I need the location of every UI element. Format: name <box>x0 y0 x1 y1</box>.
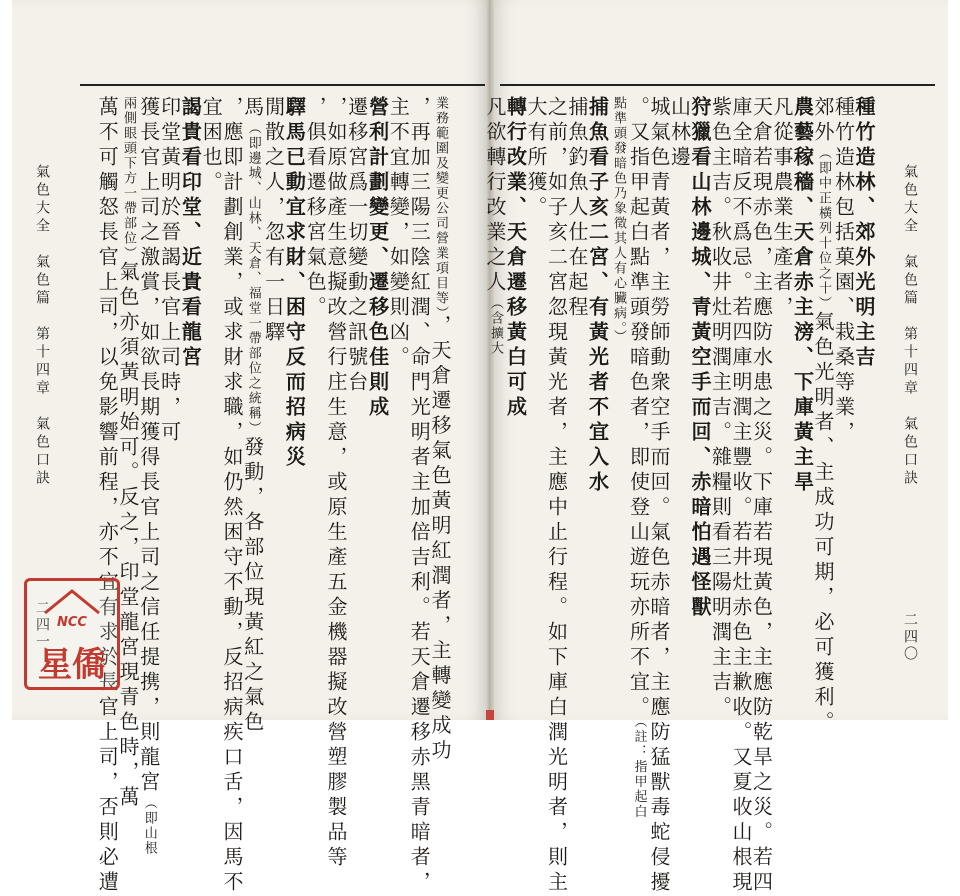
text-column <box>749 96 774 896</box>
column-text: 發動，各部位現黃紅之氣色 <box>240 436 265 736</box>
column-text: ，應即計劃創業，或求財求職，如仍然困守不動，反招病疾口舌，因馬不 <box>220 96 244 896</box>
text-column <box>428 96 452 765</box>
column-text: 庫全暗反不爲忌。若四庫明潤主豐收。若井灶赤色主歉收。又夏收山根現 <box>729 96 753 896</box>
column-text: 謁貴看印堂、近貴看龍宮 <box>178 96 203 371</box>
column-text: 紫色主吉。秋收井灶明潤主吉。雜糧則看三陽明潤主吉。 <box>708 96 733 721</box>
column-text: 主不宜轉變，如變則凶。 <box>386 96 411 371</box>
column-text: 遷移宮爲一切變動之訊號台 <box>344 96 369 396</box>
text-column <box>324 96 348 871</box>
section-heading <box>282 96 307 696</box>
text-column <box>157 96 182 696</box>
column-text: 閒散之人，忽有一日驛 <box>261 96 286 346</box>
column-text: 凡從事農業生產者， <box>770 96 794 321</box>
column-text: 大有所獲。 <box>524 96 548 221</box>
text-column <box>240 96 265 736</box>
text-column <box>303 96 328 696</box>
text-column <box>544 96 569 896</box>
watermark-mark: 星僑 <box>38 645 106 685</box>
text-column <box>407 96 432 896</box>
column-text: ，俱看遷移宮氣色。 <box>303 96 328 321</box>
ncc-watermark-stamp <box>24 578 120 690</box>
column-text: 印堂黃明於晉謁長官上司時，可 <box>157 96 182 446</box>
column-text: 獲長官上司之激賞，如欲長期獲得長官上司之信任提携，則龍宮 <box>136 96 161 796</box>
column-text: 凡欲轉行改業之人 <box>483 96 507 296</box>
annotation-note: （即山根 <box>141 796 157 856</box>
column-text: 驛馬已動宜求財、困守反而招病災 <box>282 96 307 471</box>
section-heading <box>690 96 710 696</box>
column-text: 萬不可觸怒長官上司，以免影響前程，亦不宜有求於長官上司，否則必遭 <box>95 96 120 896</box>
section-heading <box>178 96 203 696</box>
column-text: 氣色光明者、主成功可期，必可獲利。 <box>811 311 835 736</box>
text-column <box>136 96 161 856</box>
column-text: 狩獵看山林邊城、青黃空手而回、赤暗怕遇怪獸 <box>688 96 712 621</box>
text-column <box>667 96 692 696</box>
column-text: 山林邊 <box>667 96 692 171</box>
text-column <box>526 96 546 696</box>
text-column <box>261 96 286 696</box>
annotation-note: （含擴大 <box>488 296 503 356</box>
column-text: 農藝稼穡、天倉赤主滂、下庫黃主旱 <box>790 96 815 496</box>
text-column <box>708 96 733 721</box>
annotation-note: 點準頭發暗色乃象徵其人有心臟病。） <box>611 96 626 345</box>
column-text: 宜困也。 <box>199 96 224 196</box>
text-column <box>626 96 651 820</box>
column-text: ，再加三陽三陰紅潤、命門光明者主加倍吉利。若天倉遷移赤黑青暗者， <box>407 96 432 896</box>
text-column <box>116 96 140 811</box>
running-head-right: 氣色大全 氣色篇 第十四章 氣色口訣 <box>902 164 918 488</box>
page-number-right: 二四〇 <box>902 612 918 663</box>
section-heading <box>365 96 390 696</box>
column-text: 城氣色青黃者，主勞師動衆空手而回。氣色赤暗者，主應防猛獸毒蛇侵擾 <box>647 96 671 896</box>
annotation-note: （註：指甲起白 <box>631 721 647 820</box>
bookmark-ribbon <box>486 710 494 720</box>
annotation-note: 業務範圍及變更公司營業項目等） <box>433 96 448 315</box>
column-text: 捕魚看子亥二宮、有黃光者不宜入水 <box>585 96 610 496</box>
annotation-note: （即中正橫列十位之十） <box>816 146 831 311</box>
column-text: ，如原做產生意擬改營行庄生意，或原生產五金機器擬改營塑膠製品等 <box>324 96 348 871</box>
column-text: 。又指甲起白點準頭發暗色者，即使登山遊玩亦所不宜。 <box>626 96 651 721</box>
section-heading <box>790 96 815 696</box>
annotation-note: （即邊城、山林、天倉、福堂一帶部位之統稱） <box>245 121 261 436</box>
column-text: 之前，如子亥二宮忽現黃光者，主應中止行程。如下庫白潤光明者，則主 <box>544 96 569 896</box>
roof-logo-icon <box>41 587 103 617</box>
text-column <box>772 96 792 696</box>
text-column <box>485 96 505 696</box>
column-text: 氣色亦須黃明始可。反之，印堂龍宮現青色時，萬 <box>116 261 140 811</box>
column-text: 營利計劃變更、遷移色佳則成 <box>365 96 390 421</box>
column-text: 郊外 <box>811 96 835 146</box>
section-heading <box>854 96 874 696</box>
watermark-latin: NCC <box>57 615 87 630</box>
text-column <box>831 96 856 696</box>
right-top-rule <box>500 84 935 86</box>
text-column <box>608 96 628 696</box>
section-heading <box>585 96 610 696</box>
text-column <box>811 96 835 736</box>
running-head-left: 氣色大全 氣色篇 第十四章 氣色口訣 <box>34 164 50 488</box>
text-column <box>344 96 369 696</box>
text-column <box>647 96 671 896</box>
column-text: 種竹造林包括菓園、栽桑等業， <box>831 96 856 446</box>
text-column <box>220 96 244 896</box>
column-text: 捕魚釣魚人仕在起程 <box>565 96 589 321</box>
column-text: 轉行改業、天倉遷移黃白可成 <box>503 96 528 421</box>
text-column <box>729 96 753 896</box>
column-text: 馬 <box>240 96 265 121</box>
column-text: 天倉若現赤色，主應防水患之災。下庫若現黃色，主應防乾旱之災。若四 <box>749 96 774 896</box>
page-number-left: 二四一 <box>34 600 50 651</box>
text-column <box>567 96 587 696</box>
section-heading <box>503 96 528 696</box>
text-column <box>199 96 224 696</box>
left-top-rule <box>80 84 485 86</box>
annotation-note: 兩側眼頭下方一帶部位） <box>121 96 136 261</box>
column-text: ，天倉遷移氣色黃明紅潤者，主轉變成功 <box>428 314 452 765</box>
column-text: 種竹造林、郊外光明主吉 <box>852 96 876 371</box>
text-column <box>386 96 411 696</box>
